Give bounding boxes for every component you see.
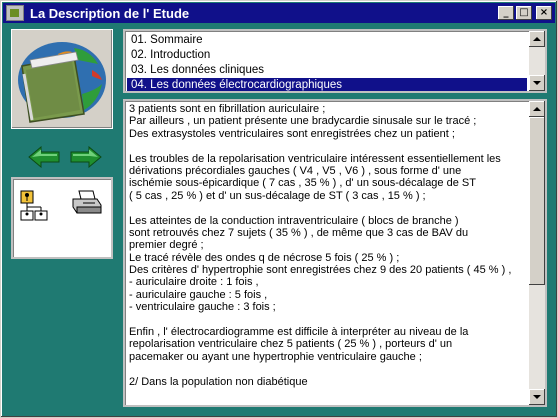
scroll-down-button[interactable]	[529, 389, 545, 405]
title-bar[interactable]	[3, 3, 555, 23]
scroll-thumb[interactable]	[529, 117, 545, 285]
text-line: Les atteintes de la conduction intraventriculaire ( blocs de branche )	[129, 214, 459, 227]
green-right-arrow-icon[interactable]	[70, 146, 102, 168]
text-line: - ventriculaire gauche : 3 fois ;	[129, 301, 276, 314]
app-icon[interactable]	[6, 5, 24, 21]
description-text-area[interactable]	[123, 99, 547, 407]
text-line: Les troubles de la repolarisation ventriculaire intéressent essentiellement les	[129, 152, 501, 165]
green-left-arrow-icon[interactable]	[28, 146, 60, 168]
binder-globe-icon	[11, 29, 113, 129]
text-line: Par ailleurs , un patient présente une bradycardie sinusale sur le tracé ;	[129, 115, 477, 128]
maximize-button[interactable]: □	[516, 6, 532, 20]
text-line: ischémie sous-épicardique ( 7 cas , 35 % ) , d' un sous-décalage de ST	[129, 177, 476, 190]
chapter-list-item[interactable]: 03. Les données cliniques	[131, 64, 264, 76]
text-line: sont retrouvés chez 7 sujets ( 35 % ) , de même que 3 cas de BAV du	[129, 226, 469, 239]
chevron-up-icon	[533, 37, 541, 41]
close-button[interactable]: ×	[536, 6, 552, 20]
minimize-button[interactable]: _	[498, 6, 514, 20]
scroll-down-button[interactable]	[529, 75, 545, 91]
text-line: Des extrasystoles ventriculaires sont enregistrées chez un patient ;	[129, 127, 455, 140]
chapter-list-item[interactable]: 01. Sommaire	[131, 34, 203, 46]
text-line: premier degré ;	[129, 239, 204, 252]
text-scrollbar[interactable]	[529, 101, 545, 405]
text-line	[129, 202, 511, 214]
description-text	[129, 103, 511, 388]
organigram-icon[interactable]	[19, 189, 49, 221]
tools-panel	[11, 177, 113, 259]
text-line	[129, 314, 511, 326]
chapter-list-item[interactable]: 04. Les données électrocardiographiques	[127, 78, 527, 93]
text-line: dérivations précordiales gauches ( V4 , V5 , V6 ) , sous forme d' une	[129, 164, 462, 177]
text-line: 2/ Dans la population non diabétique	[129, 375, 308, 388]
chapter-items	[127, 33, 527, 93]
chapter-list-scrollbar[interactable]	[529, 31, 545, 91]
chevron-down-icon	[533, 81, 541, 85]
chapter-list-item[interactable]: 02. Introduction	[131, 49, 211, 61]
text-line: Enfin , l' électrocardiogramme est difficile à interpréter au niveau de la	[129, 326, 469, 339]
text-line: - auriculaire gauche : 5 fois ,	[129, 288, 268, 301]
text-line: pacemaker ou ayant une hypertrophie ventriculaire gauche ;	[129, 350, 422, 363]
window-title: La Description de l' Etude	[30, 5, 190, 21]
text-line	[129, 363, 511, 375]
text-line: repolarisation ventriculaire chez 5 patients ( 25 % ) , porteurs d' un	[129, 338, 453, 351]
chevron-up-icon	[533, 107, 541, 111]
chapter-list[interactable]	[123, 29, 547, 93]
navigation-arrows	[28, 146, 104, 168]
printer-icon[interactable]	[71, 189, 103, 217]
text-line: 3 patients sont en fibrillation auriculaire ;	[129, 103, 326, 115]
chevron-down-icon	[533, 395, 541, 399]
text-line: ( 5 cas , 25 % ) et d' un sus-décalage de ST ( 3 cas , 15 % ) ;	[129, 189, 426, 202]
text-line: Des critères d' hypertrophie sont enregistrées chez 9 des 20 patients ( 45 % ) ,	[129, 264, 512, 277]
text-line	[129, 140, 511, 152]
scroll-up-button[interactable]	[529, 101, 545, 117]
text-line: Le tracé révèle des ondes q de nécrose 5 fois ( 25 % ) ;	[129, 251, 400, 264]
text-line: - auriculaire droite : 1 fois ,	[129, 276, 259, 289]
scroll-up-button[interactable]	[529, 31, 545, 47]
